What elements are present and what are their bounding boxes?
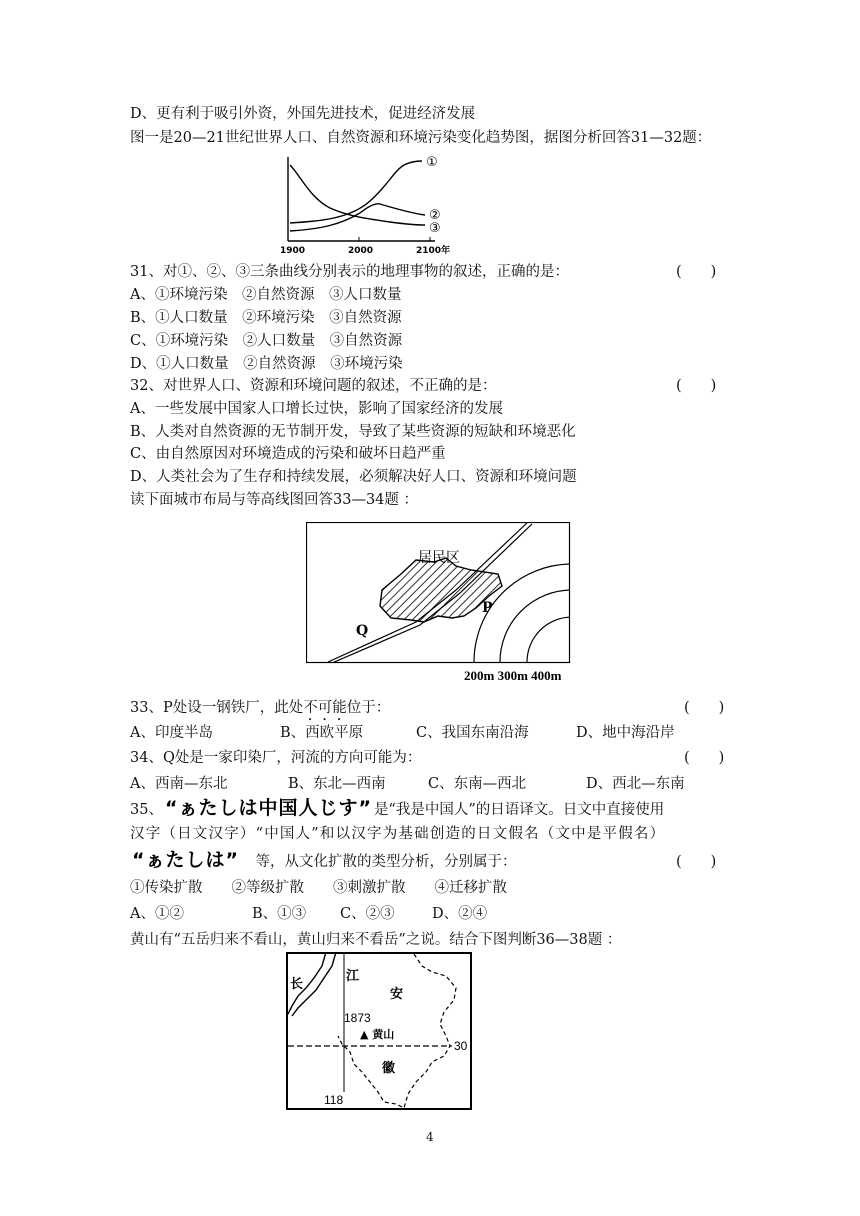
- q31-option-b: B、①人口数量 ②环境污染 ③自然资源: [130, 310, 402, 326]
- label-lat-30: 30: [454, 1039, 468, 1053]
- curve-3: [290, 165, 425, 225]
- q31-option-d: D、①人口数量 ②自然资源 ③环境污染: [130, 356, 403, 372]
- q33-options: [130, 723, 675, 743]
- label-an: 安: [390, 987, 404, 1002]
- q32-bracket: ( ): [676, 378, 717, 394]
- label-huangshan: ▲ 黄山: [360, 1028, 395, 1041]
- q33-emphasis: 不可能: [303, 700, 347, 716]
- q35-text-3: 等，从文化扩散的类型分析，分别属于：: [255, 854, 517, 870]
- q33-post: 位于：: [346, 700, 391, 716]
- x-tick-2100: 2100年: [416, 246, 451, 256]
- q32-option-a: A、一些发展中国家人口增长过快，影响了国家经济的发展: [130, 401, 503, 417]
- city-contour-map: [306, 522, 596, 682]
- q31-option-a: A、①环境污染 ②自然资源 ③人口数量: [130, 287, 402, 303]
- q35-option-d: D、②④: [432, 906, 488, 922]
- label-lon-118: 118: [324, 1093, 344, 1107]
- q34-option-a: A、西南—东北: [130, 776, 228, 792]
- q33-option-b: B、西欧平原: [280, 725, 364, 741]
- q35-line-2: 汉字（日文汉字）“中国人”和以汉字为基础创造的日文假名（文中是平假名）: [130, 826, 666, 842]
- q32-option-b: B、人类对自然资源的无节制开发，导致了某些资源的短缺和环境恶化: [130, 424, 576, 440]
- q34-options: [130, 774, 685, 794]
- q35-bracket: ( ): [676, 854, 717, 870]
- q33-option-a: A、印度半岛: [130, 725, 213, 741]
- residential-label: 居民区: [418, 550, 460, 566]
- intro-33-34: 读下面城市布局与等高线图回答33—34题 ：: [130, 492, 419, 508]
- contour-labels: 200m 300m 400m: [464, 668, 562, 682]
- q30-option-d: D、更有利于吸引外资，外国先进技术，促进经济发展: [130, 106, 476, 122]
- q34-option-d: D、西北—东南: [586, 776, 685, 792]
- label-jiang: 江: [346, 969, 360, 984]
- intro-31-32: 图一是20—21世纪世界人口、自然资源和环境污染变化趋势图，据图分析回答31—32题：: [130, 130, 712, 146]
- curve-label-1: ①: [426, 155, 438, 170]
- q33-stem: [130, 698, 390, 724]
- huangshan-map: [286, 952, 476, 1112]
- q32-option-c: C、由自然原因对环境造成的污染和破坏日趋严重: [130, 446, 446, 462]
- label-elevation: 1873: [344, 1011, 371, 1025]
- page-number: 4: [426, 1130, 434, 1144]
- q35-option-a: A、①②: [130, 906, 184, 922]
- q35-japanese-sentence: “ぁたしは中国人じす”: [164, 797, 372, 819]
- q35-line-3: [130, 850, 516, 872]
- label-chang: 长: [290, 977, 304, 992]
- intro-36-38: 黄山有“五岳归来不看山，黄山归来不看岳”之说。结合下图判断36—38题 ：: [130, 932, 622, 948]
- q34-bracket: ( ): [684, 750, 725, 766]
- q35-types: ①传染扩散 ②等级扩散 ③刺激扩散 ④迁移扩散: [130, 880, 507, 896]
- q33-pre: 33、P处设一钢铁厂，此处: [130, 700, 304, 716]
- q35-option-c: C、②③: [340, 906, 395, 922]
- q35-line-1: [130, 798, 664, 820]
- q34-option-c: C、东南—西北: [428, 776, 527, 792]
- x-tick-2000: 2000: [348, 246, 374, 256]
- q35-options: [130, 904, 487, 924]
- q33-option-c: C、我国东南沿海: [416, 725, 529, 741]
- q31-stem: 31、对①、②、③三条曲线分别表示的地理事物的叙述，正确的是：: [130, 264, 569, 280]
- trend-chart: [280, 153, 460, 257]
- q35-text-1: 是“我是中国人”的日语译文。日文中直接使用: [373, 802, 665, 818]
- q31-option-c: C、①环境污染 ②人口数量 ③自然资源: [130, 333, 403, 349]
- q31-bracket: ( ): [676, 264, 717, 280]
- q32-option-d: D、人类社会为了生存和持续发展，必须解决好人口、资源和环境问题: [130, 469, 577, 485]
- point-p-label: P: [482, 600, 493, 616]
- curve-label-3: ③: [429, 221, 441, 236]
- curve-label-2: ②: [429, 208, 441, 223]
- q34-stem: 34、Q处是一家印染厂，河流的方向可能为：: [130, 750, 422, 766]
- q32-stem: 32、对世界人口、资源和环境问题的叙述，不正确的是：: [130, 378, 497, 394]
- q34-option-b: B、东北—西南: [288, 776, 386, 792]
- q35-option-b: B、①③: [252, 906, 307, 922]
- q35-japanese-kana: “ぁたしは”: [132, 849, 239, 871]
- label-hui: 徽: [382, 1061, 396, 1076]
- point-q-label: Q: [356, 623, 369, 639]
- q33-bracket: ( ): [684, 700, 725, 716]
- x-tick-1900: 1900: [280, 246, 306, 256]
- q35-number: 35、: [130, 802, 163, 818]
- q33-option-d: D、地中海沿岸: [576, 725, 675, 741]
